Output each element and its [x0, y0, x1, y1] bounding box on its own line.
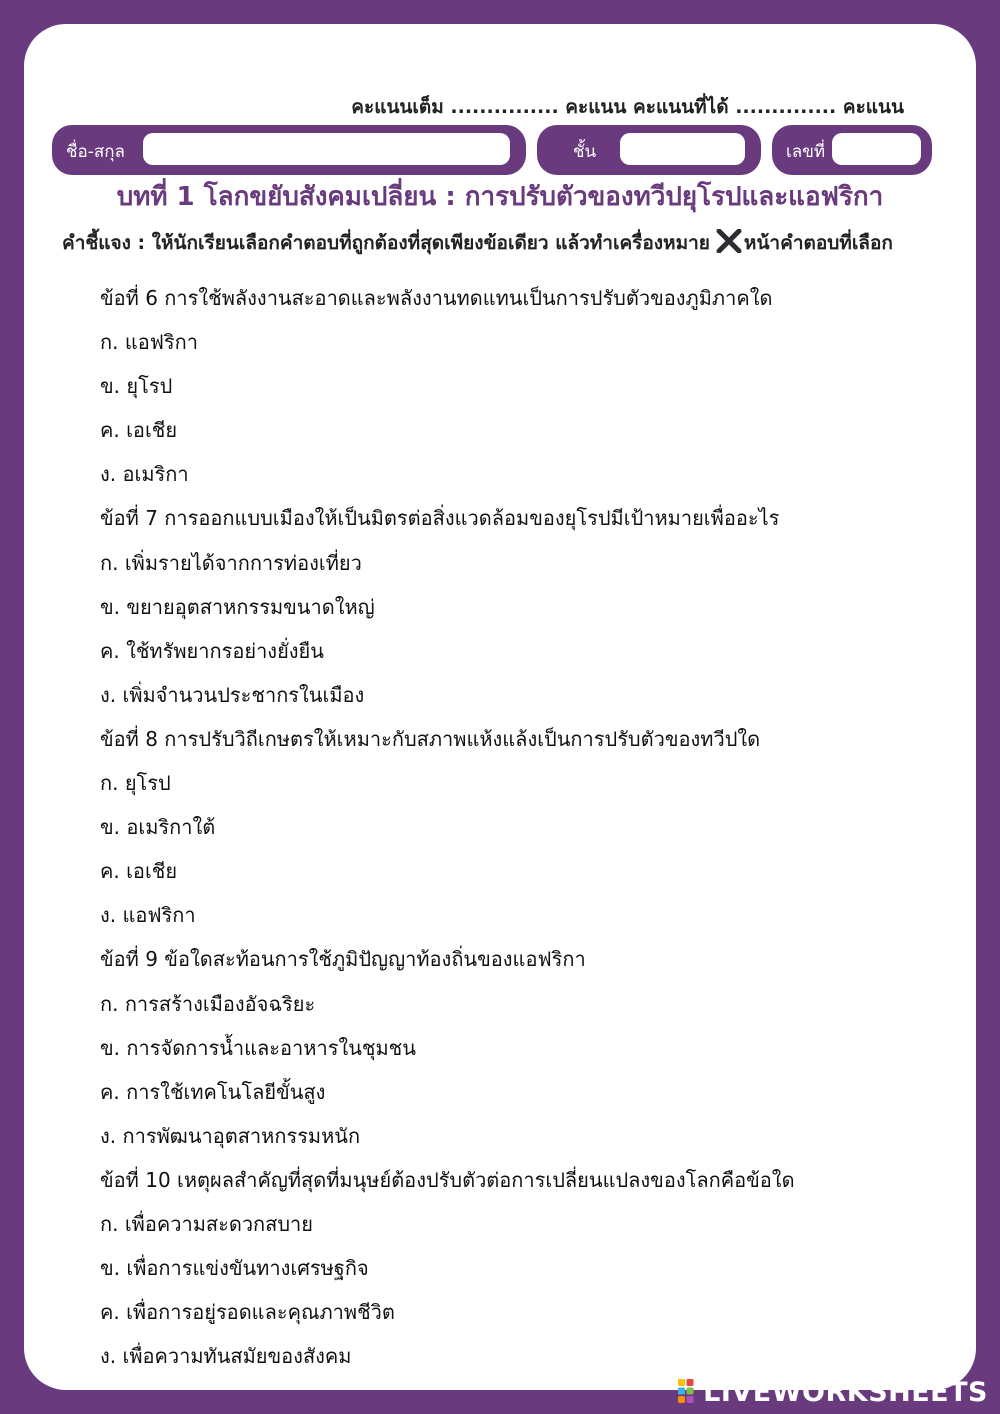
- answer-choice[interactable]: ก. การสร้างเมืองอัจฉริยะ: [100, 991, 316, 1016]
- answer-choice[interactable]: ก. เพิ่มรายได้จากการท่องเที่ยว: [100, 550, 362, 575]
- class-label: ชั้น: [573, 142, 597, 162]
- number-label: เลขที่: [786, 142, 826, 162]
- answer-choice[interactable]: ข. เพื่อการแข่งขันทางเศรษฐกิจ: [100, 1256, 369, 1281]
- question-prompt: ข้อที่ 9 ข้อใดสะท้อนการใช้ภูมิปัญญาท้องถิ่นของแอฟริกา: [100, 947, 586, 972]
- class-input[interactable]: [620, 133, 745, 165]
- number-input[interactable]: [832, 133, 921, 165]
- instructions: [62, 228, 893, 258]
- answer-choice[interactable]: ง. แอฟริกา: [100, 903, 196, 928]
- answer-choice[interactable]: ข. ขยายอุตสาหกรรมขนาดใหญ่: [100, 594, 375, 619]
- answer-choice[interactable]: ก. แอฟริกา: [100, 330, 198, 355]
- name-input[interactable]: [143, 133, 510, 165]
- number-field-group: [772, 125, 932, 175]
- answer-choice[interactable]: ค. เพื่อการอยู่รอดและคุณภาพชีวิต: [100, 1300, 395, 1325]
- question-prompt: ข้อที่ 10 เหตุผลสำคัญที่สุดที่มนุษย์ต้องปรับตัวต่อการเปลี่ยนแปลงของโลกคือข้อใด: [100, 1167, 795, 1192]
- liveworksheets-logo-icon: [677, 1378, 703, 1408]
- answer-choice[interactable]: ก. ยุโรป: [100, 771, 171, 796]
- question-prompt: ข้อที่ 8 การปรับวิถีเกษตรให้เหมาะกับสภาพแห้งแล้งเป็นการปรับตัวของทวีปใด: [100, 726, 761, 751]
- answer-choice[interactable]: ง. เพิ่มจำนวนประชากรในเมือง: [100, 682, 365, 707]
- instructions-text-end: หน้าคำตอบที่เลือก: [743, 232, 893, 254]
- question-prompt: ข้อที่ 7 การออกแบบเมืองให้เป็นมิตรต่อสิ่งแวดล้อมของยุโรปมีเป้าหมายเพื่ออะไร: [100, 506, 780, 531]
- answer-choice[interactable]: ข. การจัดการน้ำและอาหารในชุมชน: [100, 1035, 416, 1060]
- answer-choice[interactable]: ค. เอเชีย: [100, 418, 178, 443]
- answer-choice[interactable]: ค. เอเชีย: [100, 859, 178, 884]
- answer-choice[interactable]: ง. เพื่อความทันสมัยของสังคม: [100, 1344, 352, 1369]
- answer-choice[interactable]: ก. เพื่อความสะดวกสบาย: [100, 1211, 314, 1236]
- answer-choice[interactable]: ค. การใช้เทคโนโลยีขั้นสูง: [100, 1079, 326, 1104]
- liveworksheets-logo[interactable]: [677, 1377, 988, 1408]
- logo-text: LIVEWORKSHEETS: [703, 1377, 988, 1408]
- answer-choice[interactable]: ง. การพัฒนาอุตสาหกรรมหนัก: [100, 1123, 361, 1148]
- question-prompt: ข้อที่ 6 การใช้พลังงานสะอาดและพลังงานทดแทนเป็นการปรับตัวของภูมิภาคใด: [100, 286, 773, 310]
- answer-choice[interactable]: ง. อเมริกา: [100, 462, 189, 487]
- name-field-group: [52, 125, 526, 175]
- score-line: คะแนนเต็ม ............... คะแนน คะแนนที่ได้ .............. คะแนน: [351, 96, 904, 118]
- answer-choice[interactable]: ข. อเมริกาใต้: [100, 815, 216, 840]
- question-list: [100, 284, 795, 1386]
- x-mark-icon: [716, 229, 742, 258]
- instructions-text: คำชี้แจง : ให้นักเรียนเลือกคำตอบที่ถูกต้องที่สุดเพียงข้อเดียว แล้วทำเครื่องหมาย: [62, 232, 710, 254]
- answer-choice[interactable]: ค. ใช้ทรัพยากรอย่างยั่งยืน: [100, 638, 324, 663]
- answer-choice[interactable]: ข. ยุโรป: [100, 374, 173, 399]
- name-label: ชื่อ-สกุล: [66, 142, 125, 162]
- page-title: บทที่ 1 โลกขยับสังคมเปลี่ยน : การปรับตัวของทวีปยุโรปและแอฟริกา: [116, 182, 884, 212]
- class-field-group: [537, 125, 761, 175]
